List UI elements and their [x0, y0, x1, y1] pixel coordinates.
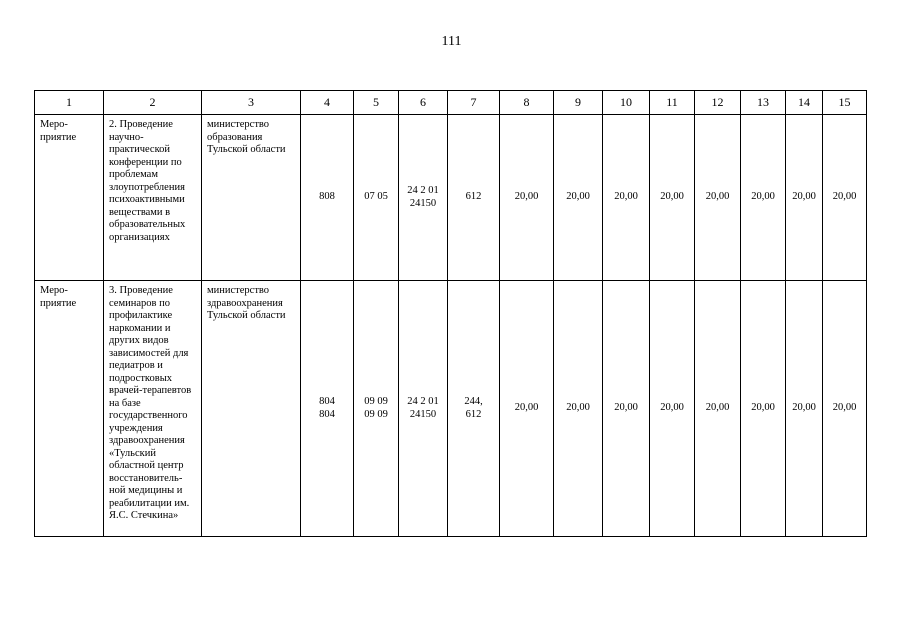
row-section-cell — [354, 115, 399, 281]
value-cell: 20,00 — [695, 115, 741, 281]
row-type-cell — [35, 115, 104, 281]
row-executor-cell: министерство образования Тульской области — [202, 115, 301, 281]
value-cell: 20,00 — [786, 115, 823, 281]
cell-line: 804 — [319, 408, 335, 420]
value-cell: 20,00 — [554, 115, 603, 281]
row-executor-cell: министерство здравоохранения Тульской области — [202, 281, 301, 537]
value-cell: 20,00 — [500, 115, 554, 281]
section-text — [354, 191, 398, 204]
target-text — [399, 185, 447, 210]
value-cell: 20,00 — [650, 115, 695, 281]
header-cell: 4 — [301, 91, 354, 115]
header-cell: 2 — [104, 91, 202, 115]
header-cell: 14 — [786, 91, 823, 115]
header-cell: 12 — [695, 91, 741, 115]
cell-line: 24150 — [409, 197, 437, 209]
value-cell: 20,00 — [603, 281, 650, 537]
cell-line: приятие — [40, 131, 77, 143]
row-kind-cell — [448, 115, 500, 281]
row-code-cell — [301, 281, 354, 537]
cell-line: приятие — [40, 297, 77, 309]
header-cell: 6 — [399, 91, 448, 115]
value-cell: 20,00 — [554, 281, 603, 537]
page-number: 111 — [441, 34, 462, 49]
cell-line: 24150 — [409, 408, 437, 420]
value-cell: 20,00 — [823, 281, 867, 537]
cell-line: 07 05 — [364, 191, 388, 203]
value-cell: 20,00 — [823, 115, 867, 281]
row-code-cell — [301, 115, 354, 281]
code-text — [301, 396, 353, 421]
cell-line: Меро- — [40, 285, 68, 296]
row-name-cell: 2. Проведение научно-практической конференции по проблемам злоупотребления психоактивными веществами в образовательных организациях — [104, 115, 202, 281]
value-cell: 20,00 — [650, 281, 695, 537]
row-type-cell — [35, 281, 104, 537]
value-cell: 20,00 — [695, 281, 741, 537]
row-type-text — [40, 119, 99, 144]
value-cell: 20,00 — [603, 115, 650, 281]
cell-line: 24 2 01 — [407, 396, 439, 407]
value-cell: 20,00 — [741, 281, 786, 537]
cell-line: 808 — [319, 191, 335, 203]
section-text — [354, 396, 398, 421]
row-section-cell — [354, 281, 399, 537]
header-cell: 8 — [500, 91, 554, 115]
header-cell: 15 — [823, 91, 867, 115]
row-type-text — [40, 285, 99, 310]
header-cell: 5 — [354, 91, 399, 115]
value-cell: 20,00 — [500, 281, 554, 537]
row-target-cell — [399, 281, 448, 537]
kind-text — [448, 396, 499, 421]
cell-line: Меро- — [40, 119, 68, 130]
cell-line: 09 09 — [364, 396, 388, 407]
header-cell: 10 — [603, 91, 650, 115]
row-name-cell: 3. Проведение семинаров по профилактике наркомании и других видов зависимостей для педиатров и подростковых врачей-терапевтов на базе государственного учреждения здравоохранения «Тульский областной центр восстановитель-ной медицины и реабилитации им. Я.С. Стечкина» — [104, 281, 202, 537]
table-row — [35, 281, 867, 537]
table-row — [35, 115, 867, 281]
header-cell: 3 — [202, 91, 301, 115]
budget-table — [34, 90, 867, 537]
cell-line: 24 2 01 — [407, 185, 439, 196]
cell-line: 09 09 — [364, 408, 388, 420]
header-cell: 1 — [35, 91, 104, 115]
header-row — [35, 91, 867, 115]
cell-line: 612 — [465, 408, 482, 420]
row-target-cell — [399, 115, 448, 281]
header-cell: 13 — [741, 91, 786, 115]
value-cell: 20,00 — [741, 115, 786, 281]
code-text — [301, 191, 353, 204]
header-cell: 9 — [554, 91, 603, 115]
value-cell: 20,00 — [786, 281, 823, 537]
header-cell: 11 — [650, 91, 695, 115]
cell-line: 612 — [465, 191, 482, 203]
row-kind-cell — [448, 281, 500, 537]
cell-line: 244, — [464, 396, 483, 407]
cell-line: 804 — [319, 396, 335, 407]
header-cell: 7 — [448, 91, 500, 115]
target-text — [399, 396, 447, 421]
kind-text — [448, 191, 499, 204]
